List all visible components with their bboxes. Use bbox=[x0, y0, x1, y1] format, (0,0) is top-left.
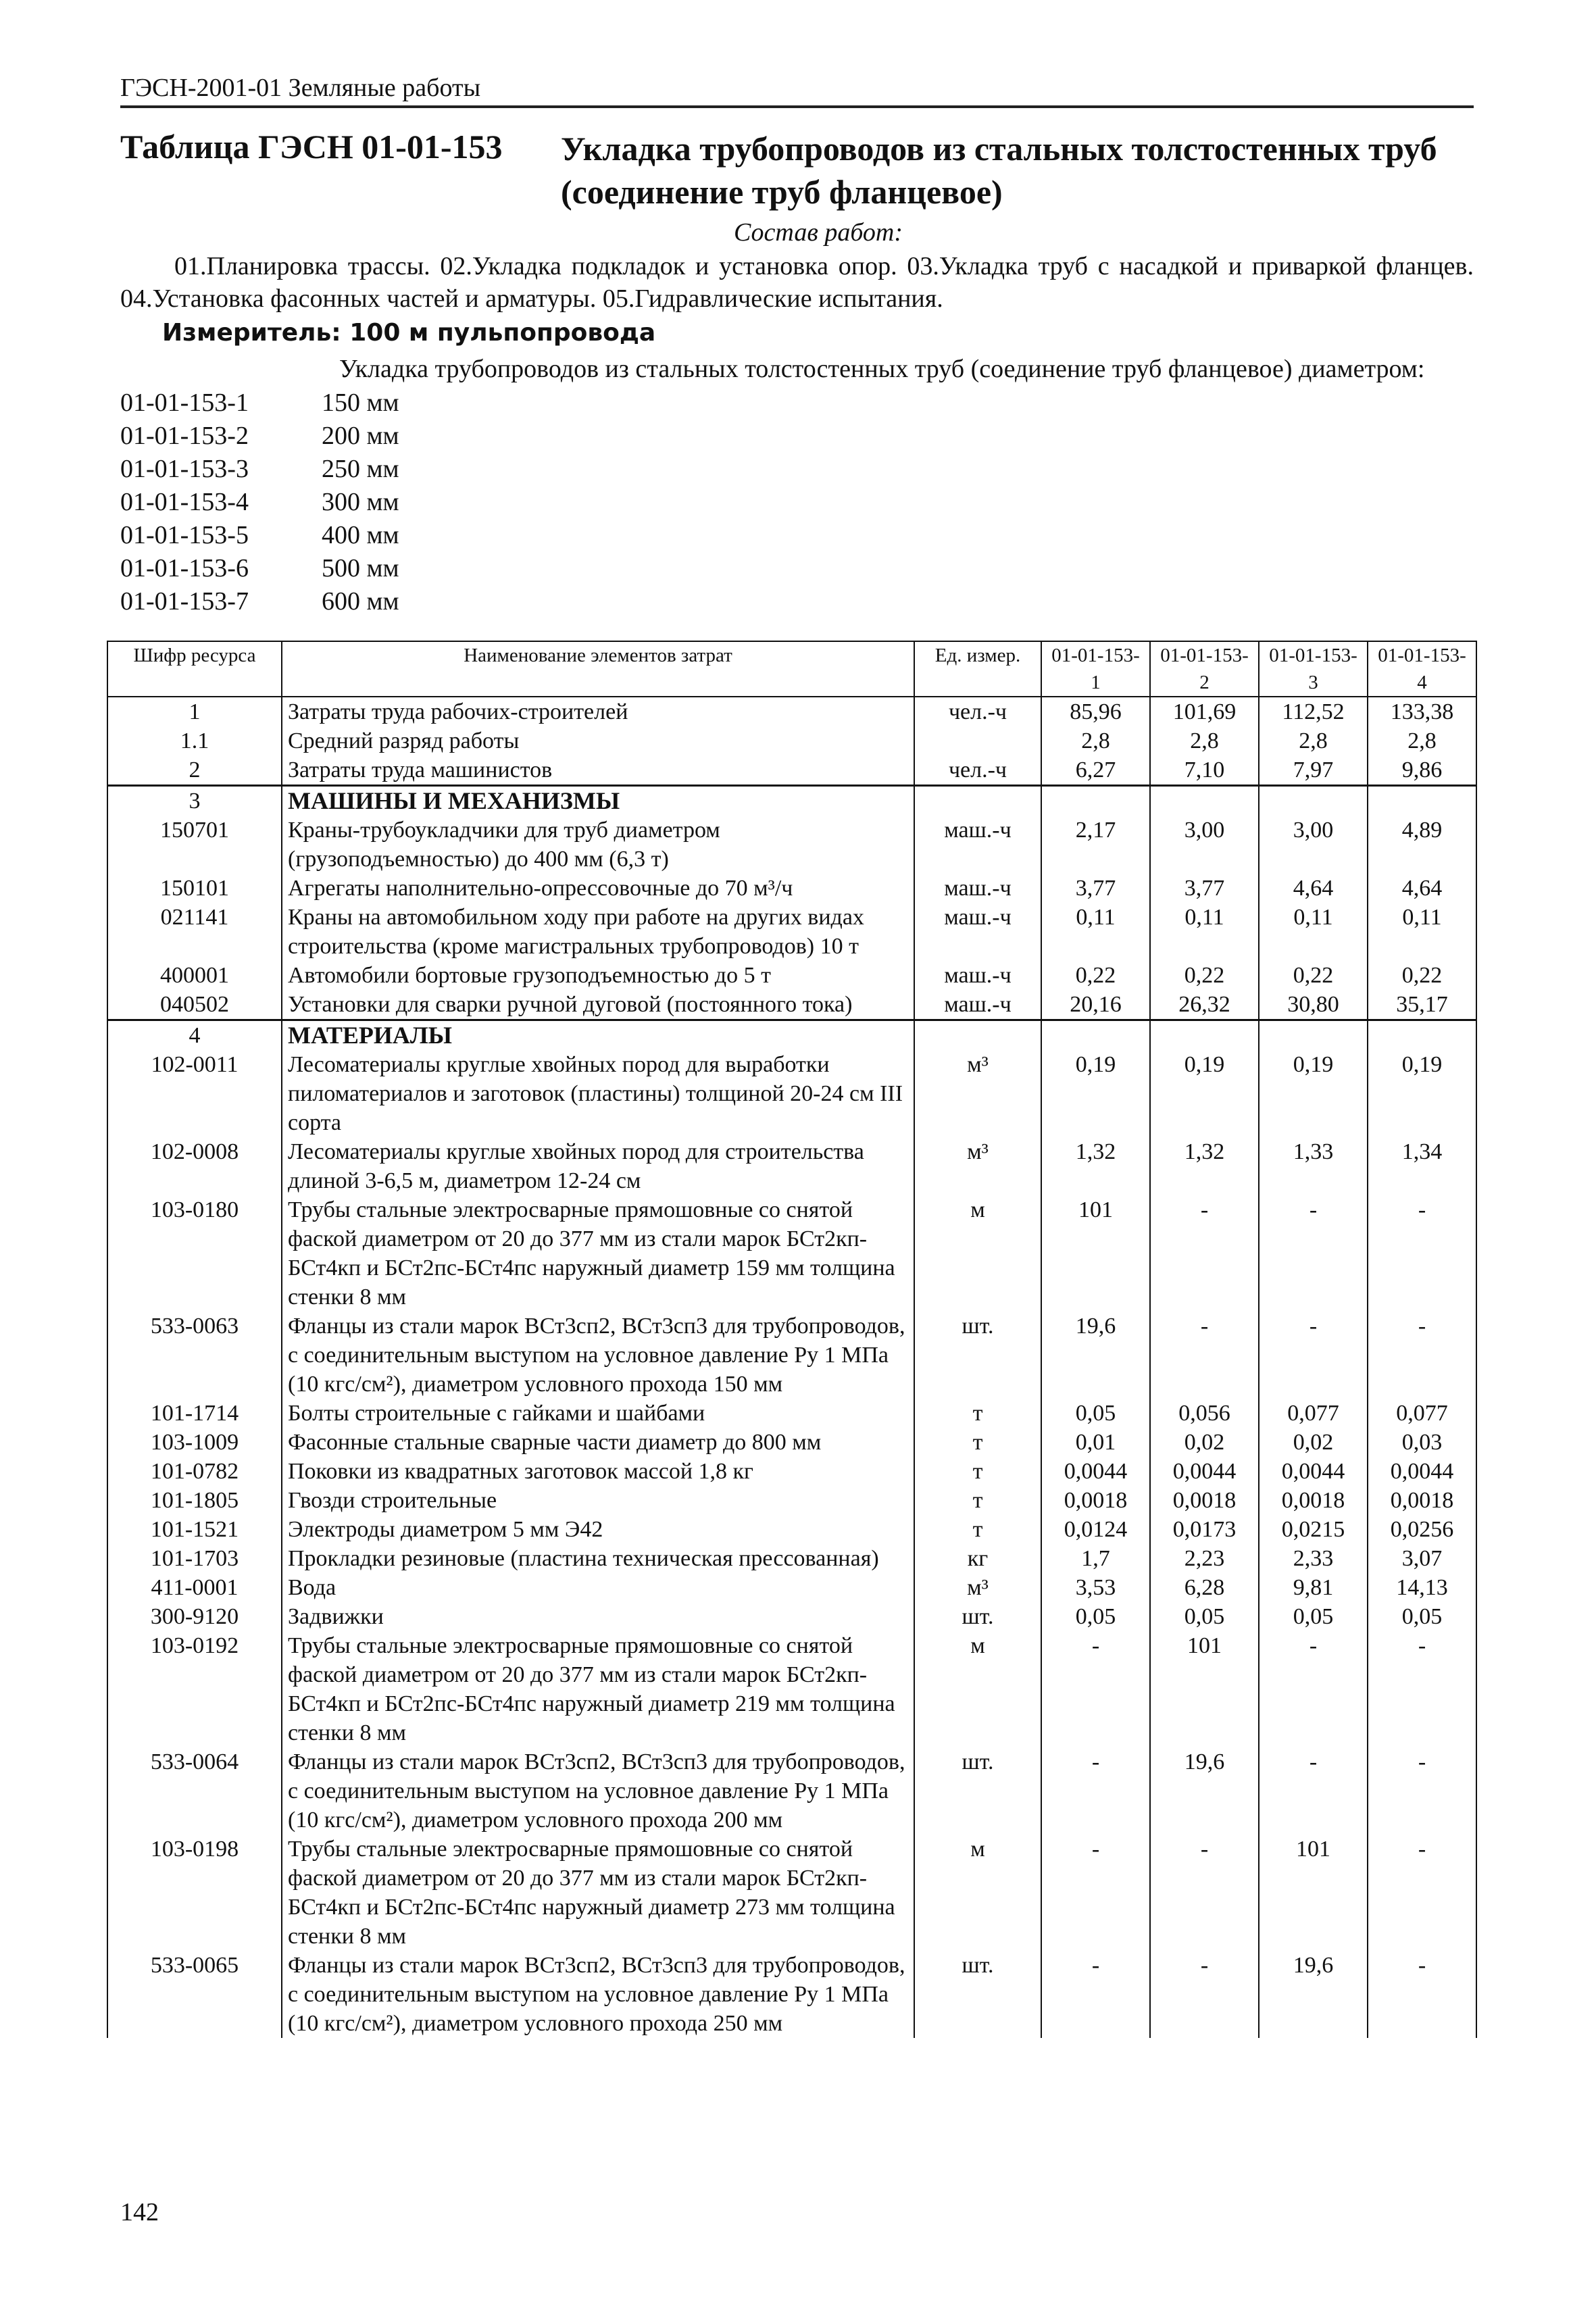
code-description: 200 мм bbox=[322, 422, 399, 450]
header-unit: Ед. измер. bbox=[914, 641, 1041, 697]
cell-code: 103-0180 bbox=[107, 1195, 282, 1312]
cell-value: 0,056 bbox=[1150, 1399, 1259, 1428]
cell-value: 6,27 bbox=[1041, 755, 1150, 786]
cell-value: 101,69 bbox=[1150, 697, 1259, 726]
cell-unit: м bbox=[914, 1195, 1041, 1312]
cell-value: 3,00 bbox=[1259, 816, 1368, 874]
cell-value: 14,13 bbox=[1368, 1573, 1476, 1602]
header-name: Наименование элементов затрат bbox=[282, 641, 914, 697]
cell-value: 0,0018 bbox=[1041, 1486, 1150, 1515]
cell-value: 1,7 bbox=[1041, 1544, 1150, 1573]
cell-value: 0,11 bbox=[1368, 903, 1476, 961]
cell-name: Электроды диаметром 5 мм Э42 bbox=[282, 1515, 914, 1544]
cell-unit: т bbox=[914, 1515, 1041, 1544]
cell-value: 6,28 bbox=[1150, 1573, 1259, 1602]
cell-value: 35,17 bbox=[1368, 990, 1476, 1020]
cell-unit: маш.-ч bbox=[914, 903, 1041, 961]
table-row bbox=[107, 1486, 1476, 1515]
cell-value: 0,0018 bbox=[1368, 1486, 1476, 1515]
cell-value: 0,0018 bbox=[1150, 1486, 1259, 1515]
table-row bbox=[107, 1137, 1476, 1195]
cell-code: 400001 bbox=[107, 961, 282, 990]
cell-code: 103-0198 bbox=[107, 1835, 282, 1951]
page-number: 142 bbox=[120, 2198, 159, 2226]
header-code: Шифр ресурса bbox=[107, 641, 282, 697]
cell-value: 0,11 bbox=[1041, 903, 1150, 961]
cell-code: 040502 bbox=[107, 990, 282, 1020]
table-row bbox=[107, 1399, 1476, 1428]
cell-value: - bbox=[1259, 1747, 1368, 1835]
code-list bbox=[120, 387, 399, 618]
table-header-row bbox=[107, 641, 1476, 697]
cell-value: 0,05 bbox=[1368, 1602, 1476, 1631]
cell-value: 2,17 bbox=[1041, 816, 1150, 874]
cell-value: 0,01 bbox=[1041, 1428, 1150, 1457]
cell-unit bbox=[914, 726, 1041, 755]
table-row bbox=[107, 1515, 1476, 1544]
cell-unit: кг bbox=[914, 1544, 1041, 1573]
cell-code: 101-0782 bbox=[107, 1457, 282, 1486]
table-row bbox=[107, 961, 1476, 990]
code-list-item bbox=[120, 387, 399, 420]
code-id: 01-01-153-7 bbox=[120, 587, 249, 616]
cell-value: - bbox=[1150, 1195, 1259, 1312]
table-body bbox=[107, 697, 1476, 2038]
header-col-1: 01-01-153-1 bbox=[1041, 641, 1150, 697]
code-description: 150 мм bbox=[322, 389, 399, 417]
cell-value: 2,8 bbox=[1259, 726, 1368, 755]
cell-value: 0,077 bbox=[1259, 1399, 1368, 1428]
cell-code: 101-1805 bbox=[107, 1486, 282, 1515]
code-list-item bbox=[120, 552, 399, 585]
cell-value: 0,19 bbox=[1150, 1050, 1259, 1137]
cell-name: Агрегаты наполнительно-опрессовочные до 70 м³/ч bbox=[282, 874, 914, 903]
cell-value: 19,6 bbox=[1041, 1312, 1150, 1399]
cell-name: Болты строительные с гайками и шайбами bbox=[282, 1399, 914, 1428]
cell-name: Фланцы из стали марок ВСт3сп2, ВСт3сп3 для трубопроводов, с соединительным выступом на условное давление Ру 1 МПа (10 кгс/см²), диаметром условного прохода 150 мм bbox=[282, 1312, 914, 1399]
cell-value: 0,0173 bbox=[1150, 1515, 1259, 1544]
cell-value: 1,32 bbox=[1041, 1137, 1150, 1195]
cell-value: 0,05 bbox=[1041, 1399, 1150, 1428]
cell-unit: т bbox=[914, 1399, 1041, 1428]
cell-name: Фланцы из стали марок ВСт3сп2, ВСт3сп3 для трубопроводов, с соединительным выступом на условное давление Ру 1 МПа (10 кгс/см²), диаметром условного прохода 250 мм bbox=[282, 1951, 914, 2038]
cell-name: Трубы стальные электросварные прямошовные со снятой фаской диаметром от 20 до 377 мм из стали марок БСт2кп-БСт4кп и БСт2пс-БСт4пс наружный диаметр 219 мм толщина стенки 8 мм bbox=[282, 1631, 914, 1747]
cell-value: 20,16 bbox=[1041, 990, 1150, 1020]
header-rule bbox=[120, 105, 1474, 108]
cell-code: 2 bbox=[107, 755, 282, 786]
cell-value: 0,0044 bbox=[1041, 1457, 1150, 1486]
cell-code: 021141 bbox=[107, 903, 282, 961]
cell-code: 533-0065 bbox=[107, 1951, 282, 2038]
cell-value: - bbox=[1259, 1631, 1368, 1747]
cell-value: 0,22 bbox=[1041, 961, 1150, 990]
table-row bbox=[107, 1544, 1476, 1573]
code-list-item bbox=[120, 486, 399, 519]
code-list-item bbox=[120, 519, 399, 552]
cell-name: Автомобили бортовые грузоподъемностью до 5 т bbox=[282, 961, 914, 990]
cell-value: 0,19 bbox=[1368, 1050, 1476, 1137]
cell-value: 112,52 bbox=[1259, 697, 1368, 726]
codes-sub-heading: Укладка трубопроводов из стальных толстостенных труб (соединение труб фланцевое) диаметром: bbox=[339, 355, 1425, 383]
table-row bbox=[107, 874, 1476, 903]
cell-unit: чел.-ч bbox=[914, 755, 1041, 786]
cell-code: 101-1521 bbox=[107, 1515, 282, 1544]
cell-name: Краны-трубоукладчики для труб диаметром (грузоподъемностью) до 400 мм (6,3 т) bbox=[282, 816, 914, 874]
code-description: 500 мм bbox=[322, 554, 399, 582]
cell-name: Прокладки резиновые (пластина техническая прессованная) bbox=[282, 1544, 914, 1573]
cell-code: 102-0011 bbox=[107, 1050, 282, 1137]
cell-value: 2,8 bbox=[1041, 726, 1150, 755]
cell-value: 0,077 bbox=[1368, 1399, 1476, 1428]
cell-value: 4,89 bbox=[1368, 816, 1476, 874]
cell-unit: м³ bbox=[914, 1573, 1041, 1602]
cell-value: 0,11 bbox=[1150, 903, 1259, 961]
cell-value: 30,80 bbox=[1259, 990, 1368, 1020]
cell-value: 0,0215 bbox=[1259, 1515, 1368, 1544]
cell-value: 0,02 bbox=[1150, 1428, 1259, 1457]
table-row bbox=[107, 816, 1476, 874]
cell-unit: м bbox=[914, 1631, 1041, 1747]
cell-value: 4,64 bbox=[1259, 874, 1368, 903]
code-description: 400 мм bbox=[322, 521, 399, 549]
cell-value: 9,86 bbox=[1368, 755, 1476, 786]
code-description: 250 мм bbox=[322, 455, 399, 483]
cell-value: 101 bbox=[1041, 1195, 1150, 1312]
cell-value: - bbox=[1368, 1951, 1476, 2038]
table-row bbox=[107, 1835, 1476, 1951]
table-row bbox=[107, 990, 1476, 1020]
cell-value: 0,11 bbox=[1259, 903, 1368, 961]
cell-value: 2,33 bbox=[1259, 1544, 1368, 1573]
cell-unit: шт. bbox=[914, 1602, 1041, 1631]
cell-code: 102-0008 bbox=[107, 1137, 282, 1195]
cell-name: Средний разряд работы bbox=[282, 726, 914, 755]
cell-name: Лесоматериалы круглые хвойных пород для строительства длиной 3-6,5 м, диаметром 12-24 см bbox=[282, 1137, 914, 1195]
table-row bbox=[107, 1747, 1476, 1835]
cell-value: 19,6 bbox=[1150, 1747, 1259, 1835]
cell-code: 101-1714 bbox=[107, 1399, 282, 1428]
cell-value: 1,32 bbox=[1150, 1137, 1259, 1195]
cell-code: 1 bbox=[107, 697, 282, 726]
code-id: 01-01-153-3 bbox=[120, 455, 249, 483]
cell-name: Трубы стальные электросварные прямошовные со снятой фаской диаметром от 20 до 377 мм из стали марок БСт2кп-БСт4кп и БСт2пс-БСт4пс наружный диаметр 273 мм толщина стенки 8 мм bbox=[282, 1835, 914, 1951]
cell-value: 0,22 bbox=[1259, 961, 1368, 990]
norms-table bbox=[107, 641, 1477, 2038]
cell-value: 0,0124 bbox=[1041, 1515, 1150, 1544]
section-title: МАТЕРИАЛЫ bbox=[282, 1020, 914, 1051]
cell-value: 0,19 bbox=[1259, 1050, 1368, 1137]
cell-value: 0,19 bbox=[1041, 1050, 1150, 1137]
cell-value: 0,22 bbox=[1150, 961, 1259, 990]
cell-value: - bbox=[1259, 1312, 1368, 1399]
cell-unit: шт. bbox=[914, 1747, 1041, 1835]
table-row bbox=[107, 1050, 1476, 1137]
table-row bbox=[107, 726, 1476, 755]
cell-value: 0,05 bbox=[1041, 1602, 1150, 1631]
cell-value: 0,02 bbox=[1259, 1428, 1368, 1457]
work-composition-heading: Состав работ: bbox=[733, 218, 903, 247]
cell-unit: шт. bbox=[914, 1312, 1041, 1399]
cell-name: Установки для сварки ручной дуговой (постоянного тока) bbox=[282, 990, 914, 1020]
cell-name: Гвозди строительные bbox=[282, 1486, 914, 1515]
cell-name: Вода bbox=[282, 1573, 914, 1602]
cell-code: 300-9120 bbox=[107, 1602, 282, 1631]
cell-value: 4,64 bbox=[1368, 874, 1476, 903]
table-row bbox=[107, 1457, 1476, 1486]
cell-value: 0,0256 bbox=[1368, 1515, 1476, 1544]
section-row bbox=[107, 1020, 1476, 1051]
cell-value: 19,6 bbox=[1259, 1951, 1368, 2038]
cell-value: - bbox=[1368, 1195, 1476, 1312]
running-header: ГЭСН-2001-01 Земляные работы bbox=[120, 74, 481, 102]
code-id: 01-01-153-2 bbox=[120, 422, 249, 450]
cell-value: - bbox=[1041, 1951, 1150, 2038]
code-list-item bbox=[120, 420, 399, 453]
cell-value: - bbox=[1368, 1835, 1476, 1951]
cell-unit: т bbox=[914, 1457, 1041, 1486]
table-row bbox=[107, 1195, 1476, 1312]
cell-name: Поковки из квадратных заготовок массой 1,8 кг bbox=[282, 1457, 914, 1486]
cell-value: 101 bbox=[1150, 1631, 1259, 1747]
cell-value: 0,03 bbox=[1368, 1428, 1476, 1457]
header-col-3: 01-01-153-3 bbox=[1259, 641, 1368, 697]
cell-code: 533-0064 bbox=[107, 1747, 282, 1835]
cell-value: 1,33 bbox=[1259, 1137, 1368, 1195]
cell-value: 3,53 bbox=[1041, 1573, 1150, 1602]
cell-value: - bbox=[1041, 1835, 1150, 1951]
cell-name: Лесоматериалы круглые хвойных пород для выработки пиломатериалов и заготовок (пластины) толщиной 20-24 см III сорта bbox=[282, 1050, 914, 1137]
cell-name: Фасонные стальные сварные части диаметр до 800 мм bbox=[282, 1428, 914, 1457]
cell-value: 133,38 bbox=[1368, 697, 1476, 726]
header-col-4: 01-01-153-4 bbox=[1368, 641, 1476, 697]
cell-value: - bbox=[1368, 1747, 1476, 1835]
cell-unit: маш.-ч bbox=[914, 990, 1041, 1020]
cell-value: - bbox=[1041, 1631, 1150, 1747]
table-row bbox=[107, 1631, 1476, 1747]
table-row bbox=[107, 1312, 1476, 1399]
cell-code: 1.1 bbox=[107, 726, 282, 755]
cell-code: 150101 bbox=[107, 874, 282, 903]
cell-value: 85,96 bbox=[1041, 697, 1150, 726]
header-col-2: 01-01-153-2 bbox=[1150, 641, 1259, 697]
cell-unit: маш.-ч bbox=[914, 874, 1041, 903]
cell-value: 0,0044 bbox=[1150, 1457, 1259, 1486]
table-row bbox=[107, 755, 1476, 786]
cell-code: 101-1703 bbox=[107, 1544, 282, 1573]
cell-value: 9,81 bbox=[1259, 1573, 1368, 1602]
code-id: 01-01-153-6 bbox=[120, 554, 249, 582]
cell-value: 1,34 bbox=[1368, 1137, 1476, 1195]
cell-value: - bbox=[1150, 1835, 1259, 1951]
cell-value: - bbox=[1150, 1951, 1259, 2038]
measurement-unit: Измеритель: 100 м пульпопровода bbox=[162, 319, 656, 347]
cell-value: 7,97 bbox=[1259, 755, 1368, 786]
cell-value: 0,22 bbox=[1368, 961, 1476, 990]
cell-value: 0,05 bbox=[1150, 1602, 1259, 1631]
cell-unit: чел.-ч bbox=[914, 697, 1041, 726]
cell-code: 103-1009 bbox=[107, 1428, 282, 1457]
cell-value: 3,77 bbox=[1150, 874, 1259, 903]
cell-value: 2,23 bbox=[1150, 1544, 1259, 1573]
code-id: 01-01-153-4 bbox=[120, 488, 249, 516]
code-list-item bbox=[120, 585, 399, 618]
cell-name: Задвижки bbox=[282, 1602, 914, 1631]
cell-value: - bbox=[1368, 1312, 1476, 1399]
cell-name: Затраты труда машинистов bbox=[282, 755, 914, 786]
cell-code: 150701 bbox=[107, 816, 282, 874]
cell-code: 411-0001 bbox=[107, 1573, 282, 1602]
cell-unit: м³ bbox=[914, 1137, 1041, 1195]
cell-value: 2,8 bbox=[1150, 726, 1259, 755]
cell-unit: м³ bbox=[914, 1050, 1041, 1137]
cell-value: - bbox=[1041, 1747, 1150, 1835]
cell-value: 0,0044 bbox=[1368, 1457, 1476, 1486]
table-row bbox=[107, 1573, 1476, 1602]
cell-value: 7,10 bbox=[1150, 755, 1259, 786]
code-description: 600 мм bbox=[322, 587, 399, 616]
cell-name: Затраты труда рабочих-строителей bbox=[282, 697, 914, 726]
cell-unit: маш.-ч bbox=[914, 816, 1041, 874]
table-row bbox=[107, 1602, 1476, 1631]
cell-unit: маш.-ч bbox=[914, 961, 1041, 990]
table-label: Таблица ГЭСН 01-01-153 bbox=[120, 128, 503, 166]
cell-unit: шт. bbox=[914, 1951, 1041, 2038]
cell-name: Трубы стальные электросварные прямошовные со снятой фаской диаметром от 20 до 377 мм из стали марок БСт2кп-БСт4кп и БСт2пс-БСт4пс наружный диаметр 159 мм толщина стенки 8 мм bbox=[282, 1195, 914, 1312]
cell-value: 101 bbox=[1259, 1835, 1368, 1951]
cell-code: 3 bbox=[107, 786, 282, 816]
table-row bbox=[107, 1428, 1476, 1457]
work-composition-text: 01.Планировка трассы. 02.Укладка подкладок и установка опор. 03.Укладка труб с насадкой и приваркой фланцев. 04.Установка фасонных частей и арматуры. 05.Гидравлические испытания. bbox=[120, 252, 1474, 313]
cell-value: 0,0044 bbox=[1259, 1457, 1368, 1486]
cell-code: 4 bbox=[107, 1020, 282, 1051]
cell-value: 0,05 bbox=[1259, 1602, 1368, 1631]
section-row bbox=[107, 786, 1476, 816]
cell-value: - bbox=[1368, 1631, 1476, 1747]
code-id: 01-01-153-1 bbox=[120, 389, 249, 417]
cell-value: 26,32 bbox=[1150, 990, 1259, 1020]
cell-unit: т bbox=[914, 1486, 1041, 1515]
cell-value: 3,07 bbox=[1368, 1544, 1476, 1573]
cell-value: - bbox=[1150, 1312, 1259, 1399]
section-title: МАШИНЫ И МЕХАНИЗМЫ bbox=[282, 786, 914, 816]
cell-value: - bbox=[1259, 1195, 1368, 1312]
table-row bbox=[107, 1951, 1476, 2038]
code-list-item bbox=[120, 453, 399, 486]
cell-value: 2,8 bbox=[1368, 726, 1476, 755]
cell-value: 0,0018 bbox=[1259, 1486, 1368, 1515]
cell-value: 3,77 bbox=[1041, 874, 1150, 903]
cell-code: 533-0063 bbox=[107, 1312, 282, 1399]
cell-name: Фланцы из стали марок ВСт3сп2, ВСт3сп3 для трубопроводов, с соединительным выступом на условное давление Ру 1 МПа (10 кгс/см²), диаметром условного прохода 200 мм bbox=[282, 1747, 914, 1835]
code-id: 01-01-153-5 bbox=[120, 521, 249, 549]
table-row bbox=[107, 903, 1476, 961]
cell-code: 103-0192 bbox=[107, 1631, 282, 1747]
cell-unit: т bbox=[914, 1428, 1041, 1457]
table-title: Укладка трубопроводов из стальных толстостенных труб (соединение труб фланцевое) bbox=[561, 130, 1437, 211]
table-row bbox=[107, 697, 1476, 726]
cell-name: Краны на автомобильном ходу при работе на других видах строительства (кроме магистральных трубопроводов) 10 т bbox=[282, 903, 914, 961]
cell-unit: м bbox=[914, 1835, 1041, 1951]
code-description: 300 мм bbox=[322, 488, 399, 516]
cell-value: 3,00 bbox=[1150, 816, 1259, 874]
